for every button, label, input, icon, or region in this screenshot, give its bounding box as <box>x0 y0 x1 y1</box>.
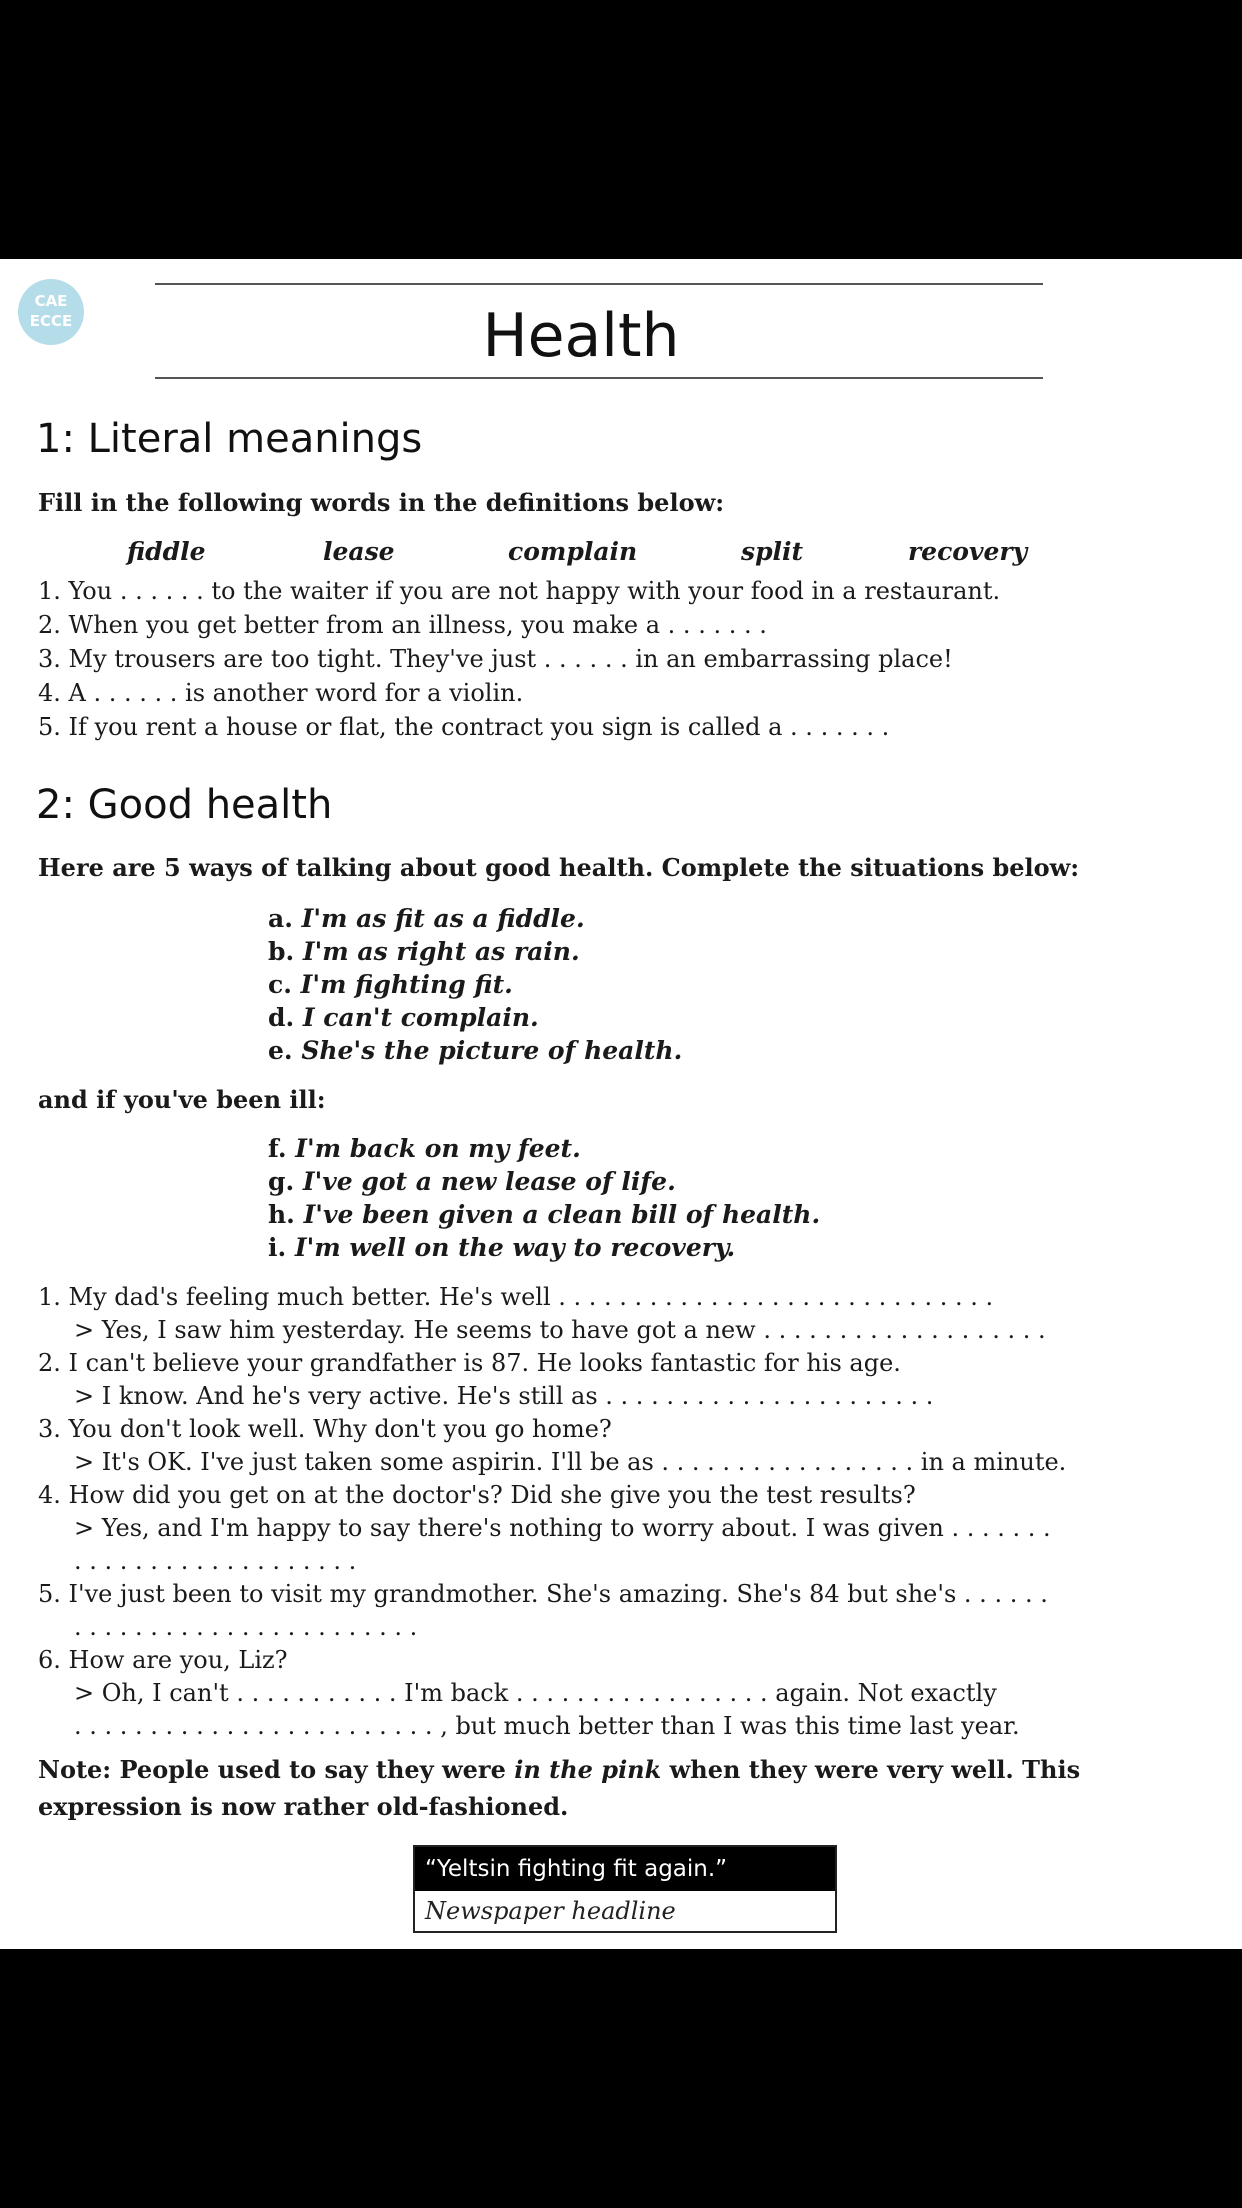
exercise-line: 5. I've just been to visit my grandmother. She's amazing. She's 84 but she's . . . . . . <box>38 1580 1048 1608</box>
word-split: split <box>741 537 804 566</box>
word-recovery: recovery <box>908 537 1028 566</box>
headline-box <box>413 1845 837 1933</box>
word-lease: lease <box>323 537 395 566</box>
phrase-item <box>268 970 513 999</box>
definition-item: 3. My trousers are too tight. They've just . . . . . . in an embarrassing place! <box>38 645 953 673</box>
exercise-line: > I know. And he's very active. He's still as . . . . . . . . . . . . . . . . . . . . . . <box>74 1382 934 1410</box>
phrase-letter: g. <box>268 1167 295 1196</box>
exercise-line: . . . . . . . . . . . . . . . . . . . . . . . <box>74 1613 418 1641</box>
exercise-line: 3. You don't look well. Why don't you go home? <box>38 1415 612 1443</box>
phrase-text: I'm back on my feet. <box>295 1134 581 1163</box>
section1-instruction: Fill in the following words in the definitions below: <box>38 488 725 517</box>
title-rule-bottom <box>155 377 1043 379</box>
page-title: Health <box>482 301 680 371</box>
exercise-line: 4. How did you get on at the doctor's? Did she give you the test results? <box>38 1481 916 1509</box>
section1-heading: 1: Literal meanings <box>36 416 423 462</box>
definition-item: 1. You . . . . . . to the waiter if you are not happy with your food in a restaurant. <box>38 577 1001 605</box>
phrase-item <box>268 1167 676 1196</box>
exercise-line: 6. How are you, Liz? <box>38 1646 288 1674</box>
phrase-letter: d. <box>268 1003 295 1032</box>
phrase-text: I've been given a clean bill of health. <box>303 1200 821 1229</box>
definition-item: 4. A . . . . . . is another word for a violin. <box>38 679 524 707</box>
definition-item: 5. If you rent a house or flat, the contract you sign is called a . . . . . . . <box>38 713 890 741</box>
exercise-line: > Oh, I can't . . . . . . . . . . . I'm back . . . . . . . . . . . . . . . . . again. Not exactly <box>74 1679 997 1707</box>
phrase-letter: f. <box>268 1134 287 1163</box>
note-suffix: when they were very well. This expression is now rather old-fashioned. <box>38 1755 1081 1821</box>
exercise-line: . . . . . . . . . . . . . . . . . . . <box>74 1547 357 1575</box>
definition-item: 2. When you get better from an illness, you make a . . . . . . . <box>38 611 767 639</box>
phrase-letter: e. <box>268 1036 293 1065</box>
phrase-text: I'm well on the way to recovery. <box>294 1233 736 1262</box>
phrase-item <box>268 1134 581 1163</box>
exercise-line: . . . . . . . . . . . . . . . . . . . . . . . . , but much better than I was this time last year. <box>74 1712 1020 1740</box>
phrase-text: She's the picture of health. <box>301 1036 683 1065</box>
phrase-item <box>268 1036 682 1065</box>
phrase-item <box>268 904 585 933</box>
phrase-item <box>268 1233 735 1262</box>
section2-heading: 2: Good health <box>36 782 333 828</box>
phrase-text: I'm as fit as a fiddle. <box>301 904 585 933</box>
exercise-line: 2. I can't believe your grandfather is 87. He looks fantastic for his age. <box>38 1349 901 1377</box>
phrase-letter: a. <box>268 904 293 933</box>
phrase-item <box>268 937 580 966</box>
phrase-text: I'm fighting fit. <box>300 970 513 999</box>
ill-label: and if you've been ill: <box>38 1085 326 1114</box>
note-prefix: Note: People used to say they were <box>38 1755 515 1784</box>
title-rule-top <box>155 283 1043 285</box>
note-paragraph <box>38 1751 1198 1825</box>
note-emphasis: in the pink <box>514 1755 662 1784</box>
phrase-item <box>268 1003 539 1032</box>
word-complain: complain <box>508 537 638 566</box>
phrase-letter: h. <box>268 1200 295 1229</box>
headline-caption: Newspaper headline <box>425 1897 676 1925</box>
headline-quote: “Yeltsin fighting fit again.” <box>415 1847 835 1891</box>
exercise-line: > It's OK. I've just taken some aspirin. I'll be as . . . . . . . . . . . . . . . . . in a minute. <box>74 1448 1067 1476</box>
logo-text-bottom: ECCE <box>29 312 73 330</box>
phrase-text: I can't complain. <box>302 1003 539 1032</box>
word-fiddle: fiddle <box>127 537 206 566</box>
phrase-item <box>268 1200 820 1229</box>
phrase-letter: b. <box>268 937 295 966</box>
phrase-text: I'm as right as rain. <box>302 937 580 966</box>
exercise-line: > Yes, I saw him yesterday. He seems to have got a new . . . . . . . . . . . . . . . . . . . <box>74 1316 1046 1344</box>
worksheet-page <box>0 259 1242 1949</box>
phrase-letter: c. <box>268 970 292 999</box>
exercise-line: > Yes, and I'm happy to say there's nothing to worry about. I was given . . . . . . . <box>74 1514 1051 1542</box>
exercise-line: 1. My dad's feeling much better. He's well . . . . . . . . . . . . . . . . . . . . . . . . . . . . . <box>38 1283 994 1311</box>
section2-instruction: Here are 5 ways of talking about good health. Complete the situations below: <box>38 853 1080 882</box>
logo-text-top: CAE <box>34 292 68 310</box>
phrase-text: I've got a new lease of life. <box>302 1167 676 1196</box>
phrase-letter: i. <box>268 1233 287 1262</box>
